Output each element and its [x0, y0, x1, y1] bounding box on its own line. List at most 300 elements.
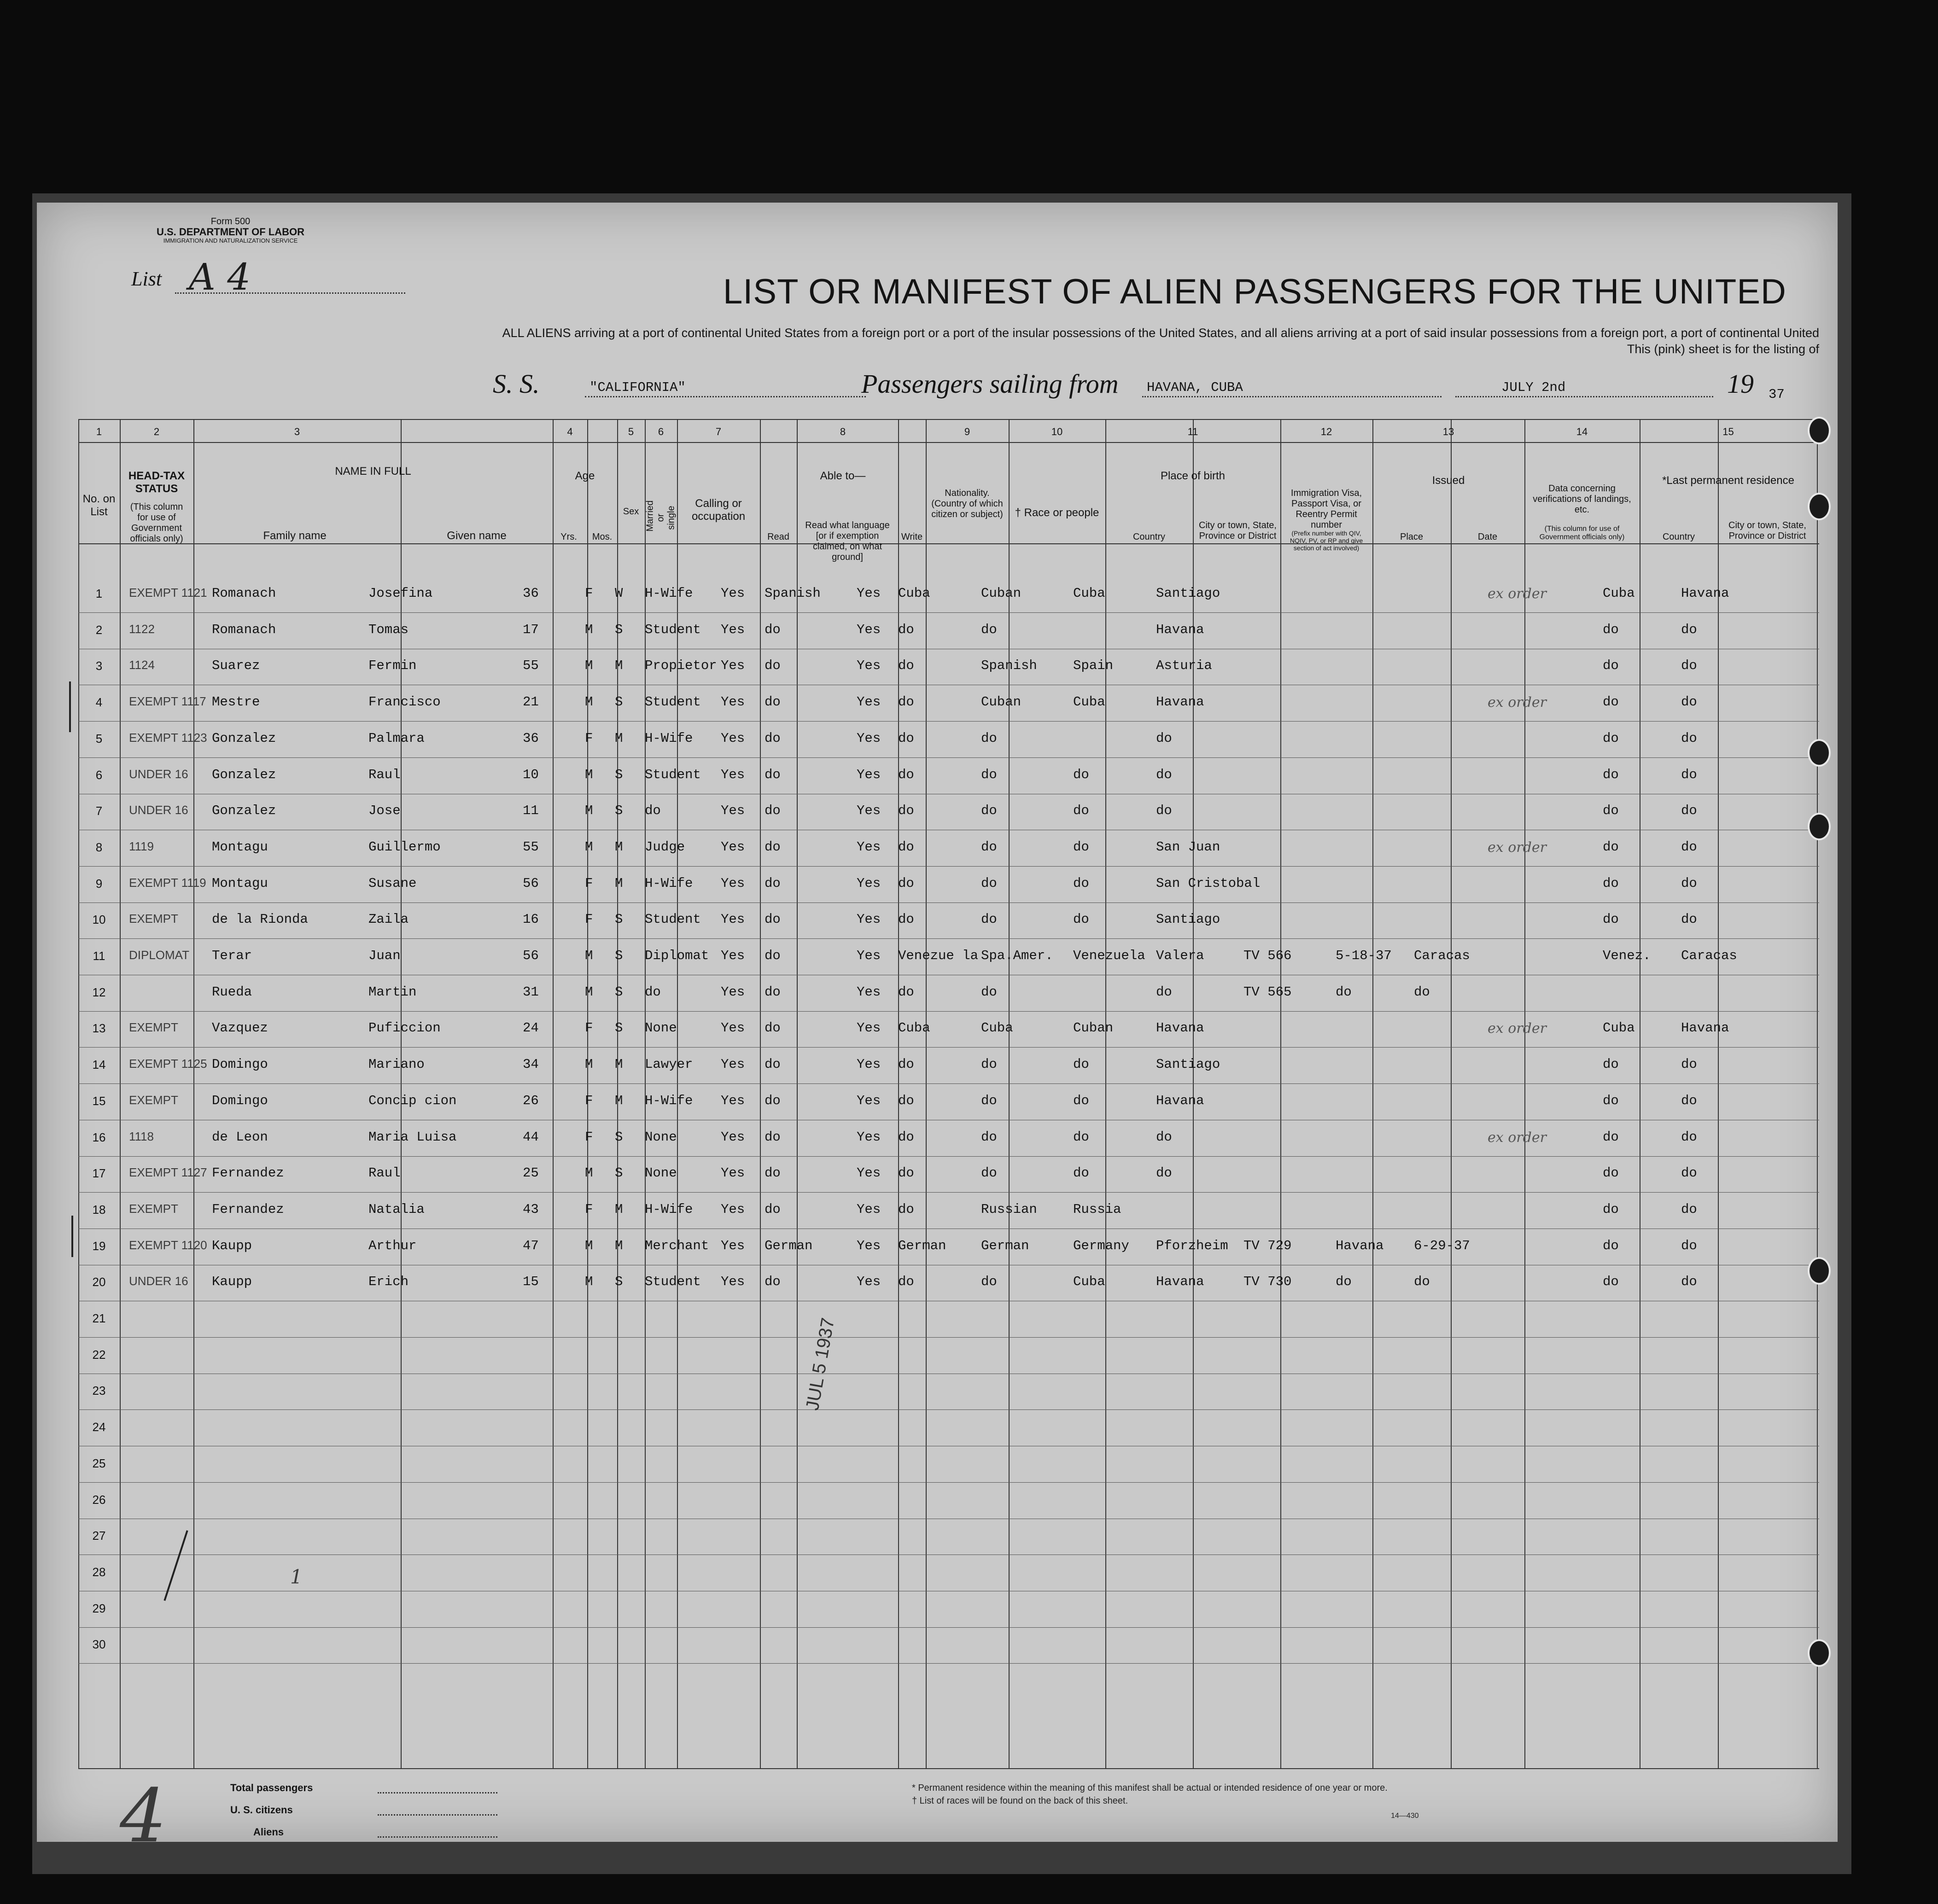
cell-family: Kaupp [212, 1274, 252, 1290]
row-rule [78, 938, 1819, 939]
cell-occ: None [645, 1020, 677, 1036]
header-family-name: Family name [263, 530, 327, 542]
cell-given: Arthur [368, 1238, 417, 1253]
cell-ms: S [615, 1129, 623, 1145]
col-num-4: 4 [567, 426, 573, 437]
ship-name: "CALIFORNIA" [590, 380, 686, 395]
cell-tax: DIPLOMAT [129, 948, 189, 962]
cell-age: 15 [523, 1274, 539, 1290]
cell-nat: do [898, 803, 914, 819]
cell-bcountry: do [1073, 1093, 1089, 1108]
header-issued-date: Date [1477, 532, 1498, 542]
port-underline [1142, 396, 1442, 397]
cell-read: Yes [721, 912, 745, 927]
cell-bcity: Santiago [1156, 586, 1220, 601]
cell-rcity: do [1681, 658, 1697, 674]
cell-age: 47 [523, 1238, 539, 1253]
cell-rcity: do [1681, 1238, 1697, 1253]
cell-tax: EXEMPT 1121 [129, 586, 207, 600]
cell-read: Yes [721, 658, 745, 674]
cell-lang: German [765, 1238, 813, 1253]
col-num-8: 8 [840, 426, 846, 437]
col-num-9: 9 [964, 426, 970, 437]
row-number: 7 [95, 804, 103, 818]
cell-family: Suarez [212, 658, 260, 674]
cell-sex: M [585, 767, 593, 782]
cell-write: Yes [857, 1201, 881, 1217]
row-rule [78, 1156, 1819, 1157]
cell-race: do [981, 1274, 997, 1290]
col-num-15: 15 [1722, 426, 1734, 437]
row-rule [78, 612, 1819, 613]
cell-rcountry: do [1603, 1093, 1619, 1108]
cell-verif: ex order [1488, 586, 1547, 602]
row-number: 21 [92, 1311, 106, 1325]
cell-bcity: Havana [1156, 1274, 1204, 1290]
row-rule [78, 1663, 1819, 1664]
col-num-6: 6 [658, 426, 664, 437]
header-visa-note: (Prefix number with QIV, NQIV, PV, or RP and give section of act involved) [1290, 530, 1363, 552]
cell-sex: M [585, 803, 593, 819]
cell-write: Yes [857, 875, 881, 891]
cell-tax: UNDER 16 [129, 767, 188, 781]
cell-age: 56 [523, 948, 539, 963]
cell-ms: M [615, 1238, 623, 1253]
header-mos: Mos. [592, 532, 613, 542]
footer-us-citizens: U. S. citizens [230, 1804, 293, 1816]
cell-given: Josefina [368, 586, 433, 601]
cell-lang: do [765, 1129, 781, 1145]
cell-family: Rueda [212, 984, 252, 1000]
cell-occ: do [645, 803, 661, 819]
cell-bcountry: Russia [1073, 1201, 1121, 1217]
col-num-5: 5 [628, 426, 634, 437]
row-rule [78, 1482, 1819, 1483]
cell-age: 26 [523, 1093, 539, 1108]
cell-family: Mestre [212, 694, 260, 710]
cell-family: Domingo [212, 1057, 268, 1072]
cell-family: Romanach [212, 622, 276, 637]
cell-ms: S [615, 1165, 623, 1181]
total-passengers-line [378, 1792, 497, 1793]
row-number: 28 [92, 1565, 106, 1579]
row-number: 19 [92, 1239, 106, 1253]
ss-label: S. S. [493, 369, 540, 399]
cell-ms: S [615, 912, 623, 927]
cell-age: 31 [523, 984, 539, 1000]
cell-bcountry: do [1073, 803, 1089, 819]
cell-bcountry: do [1073, 839, 1089, 855]
cell-ms: M [615, 658, 623, 674]
margin-pen-mark-2 [71, 1216, 73, 1257]
cell-write: Yes [857, 1093, 881, 1108]
header-read: Read [767, 532, 789, 542]
cell-age: 16 [523, 912, 539, 927]
cell-tax: 1122 [129, 622, 155, 636]
cell-race: German [981, 1238, 1029, 1253]
row-number: 10 [92, 913, 106, 927]
cell-occ: do [645, 984, 661, 1000]
cell-rcountry: do [1603, 694, 1619, 710]
margin-pen-mark [69, 681, 71, 732]
cell-rcity: do [1681, 1129, 1697, 1145]
binder-hole [1808, 493, 1831, 520]
cell-occ: None [645, 1129, 677, 1145]
cell-sex: F [585, 1093, 593, 1108]
handwritten-total: 4 [120, 1773, 167, 1859]
cell-family: de Leon [212, 1129, 268, 1145]
cell-given: Mariano [368, 1057, 425, 1072]
sailing-date: JULY 2nd [1501, 380, 1566, 395]
cell-write: Yes [857, 1274, 881, 1290]
cell-bcity: do [1156, 803, 1172, 819]
cell-sex: F [585, 1201, 593, 1217]
cell-write: Yes [857, 984, 881, 1000]
cell-family: Gonzalez [212, 767, 276, 782]
header-visa: Immigration Visa, Passport Visa, or Reentry Permit number [1290, 488, 1362, 530]
cell-rcity: do [1681, 622, 1697, 637]
cell-bcountry: Cuba [1073, 694, 1105, 710]
cell-ms: M [615, 839, 623, 855]
cell-occ: Lawyer [645, 1057, 693, 1072]
cell-write: Yes [857, 948, 881, 963]
service-name: IMMIGRATION AND NATURALIZATION SERVICE [163, 237, 298, 245]
cell-bcountry: do [1073, 1165, 1089, 1181]
cell-read: Yes [721, 1129, 745, 1145]
cell-lang: do [765, 658, 781, 674]
cell-write: Yes [857, 1165, 881, 1181]
cell-given: Susane [368, 875, 417, 891]
cell-sex: M [585, 658, 593, 674]
cell-nat: do [898, 984, 914, 1000]
cell-race: do [981, 912, 997, 927]
cell-age: 17 [523, 622, 539, 637]
cell-bcountry: do [1073, 767, 1089, 782]
cell-family: Domingo [212, 1093, 268, 1108]
cell-family: Gonzalez [212, 730, 276, 746]
cell-ms: S [615, 767, 623, 782]
cell-read: Yes [721, 730, 745, 746]
header-res-country: Country [1662, 532, 1695, 542]
cell-rcity: Havana [1681, 1020, 1729, 1036]
cell-lang: do [765, 767, 781, 782]
header-name-in-full: NAME IN FULL [335, 465, 411, 477]
cell-lang: do [765, 1201, 781, 1217]
cell-occ: Judge [645, 839, 685, 855]
cell-bcountry: Spain [1073, 658, 1114, 674]
cell-sex: F [585, 730, 593, 746]
row-number: 6 [95, 768, 103, 782]
footer-total-passengers: Total passengers [230, 1782, 313, 1793]
col-num-10: 10 [1051, 426, 1063, 437]
row-number: 23 [92, 1384, 106, 1398]
form-number: Form 500 [210, 216, 251, 227]
cell-age: 21 [523, 694, 539, 710]
cell-bcity: Havana [1156, 694, 1204, 710]
binder-hole [1808, 1257, 1831, 1285]
cell-sex: M [585, 984, 593, 1000]
header-sex: Sex [623, 507, 639, 517]
cell-write: Yes [857, 1057, 881, 1072]
header-able-to: Able to— [820, 470, 866, 482]
cell-given: Juan [368, 948, 401, 963]
cell-read: Yes [721, 622, 745, 637]
cell-occ: Merchant [645, 1238, 709, 1253]
cell-sex: F [585, 875, 593, 891]
cell-given: Erich [368, 1274, 409, 1290]
header-age: Age [575, 470, 595, 482]
cell-rcity: do [1681, 694, 1697, 710]
list-label: List [131, 268, 162, 290]
cell-rcountry: do [1603, 658, 1619, 674]
cell-nat: do [898, 1057, 914, 1072]
cell-occ: Student [645, 767, 701, 782]
cell-occ: H-Wife [645, 730, 693, 746]
cell-write: Yes [857, 658, 881, 674]
cell-given: Natalia [368, 1201, 425, 1217]
row-rule [78, 757, 1819, 758]
cell-given: Fermin [368, 658, 417, 674]
cell-bcountry: do [1073, 1129, 1089, 1145]
cell-lang: do [765, 803, 781, 819]
cell-tax: UNDER 16 [129, 1274, 188, 1288]
cell-visa: TV 730 [1243, 1274, 1292, 1290]
cell-lang: do [765, 1274, 781, 1290]
cell-tax: EXEMPT 1127 [129, 1165, 207, 1180]
cell-given: Maria Luisa [368, 1129, 457, 1145]
header-last-residence: *Last permanent residence [1662, 474, 1794, 487]
cell-read: Yes [721, 948, 745, 963]
cell-ms: S [615, 694, 623, 710]
cell-age: 55 [523, 658, 539, 674]
cell-bcity: Asturia [1156, 658, 1212, 674]
cell-bcountry: Cuba [1073, 586, 1105, 601]
cell-given: Puficcion [368, 1020, 441, 1036]
cell-tax: EXEMPT [129, 1201, 178, 1216]
cell-sex: M [585, 694, 593, 710]
row-number: 30 [92, 1637, 106, 1652]
date-underline [1455, 396, 1713, 397]
binder-hole [1808, 417, 1831, 444]
cell-nat: do [898, 1201, 914, 1217]
cell-verif: ex order [1488, 1020, 1547, 1037]
cell-race: do [981, 622, 997, 637]
cell-sex: F [585, 912, 593, 927]
cell-rcity: do [1681, 803, 1697, 819]
cell-read: Yes [721, 1201, 745, 1217]
cell-rcountry: Cuba [1603, 1020, 1635, 1036]
cell-family: Montagu [212, 839, 268, 855]
row-number: 20 [92, 1275, 106, 1289]
cell-sex: M [585, 1274, 593, 1290]
cell-write: Yes [857, 803, 881, 819]
cell-race: do [981, 875, 997, 891]
cell-rcity: do [1681, 912, 1697, 927]
cell-race: do [981, 839, 997, 855]
header-head-tax-note: (This column for use of Government officials only) [130, 502, 183, 544]
cell-rcountry: Cuba [1603, 586, 1635, 601]
cell-idate: 6-29-37 [1414, 1238, 1470, 1253]
cell-idate: do [1414, 1274, 1430, 1290]
cell-sex: F [585, 586, 593, 601]
row-number: 1 [95, 587, 103, 600]
cell-rcity: do [1681, 875, 1697, 891]
cell-ms: S [615, 948, 623, 963]
cell-given: Francisco [368, 694, 441, 710]
cell-verif: ex order [1488, 1129, 1547, 1146]
cell-nat: do [898, 767, 914, 782]
cell-rcity: do [1681, 1093, 1697, 1108]
col-num-3: 3 [294, 426, 300, 437]
cell-ms: M [615, 1093, 623, 1108]
cell-ms: S [615, 1274, 623, 1290]
cell-rcity: do [1681, 1274, 1697, 1290]
manifest-grid [78, 419, 1819, 1768]
cell-race: do [981, 1129, 997, 1145]
cell-bcity: Havana [1156, 622, 1204, 637]
cell-bcity: Havana [1156, 1093, 1204, 1108]
row-rule [78, 1011, 1819, 1012]
row-number: 29 [92, 1601, 106, 1615]
cell-read: Yes [721, 1093, 745, 1108]
row-rule [78, 1083, 1819, 1084]
cell-read: Yes [721, 1274, 745, 1290]
cell-iplace: Havana [1336, 1238, 1384, 1253]
col-num-12: 12 [1320, 426, 1332, 437]
cell-read: Yes [721, 586, 745, 601]
cell-given: Raul [368, 1165, 401, 1181]
footnote-residence: * Permanent residence within the meaning of this manifest shall be actual or intended residence of one year or more. [912, 1783, 1388, 1793]
row-number: 11 [93, 949, 105, 963]
col-num-2: 2 [153, 426, 160, 437]
cell-nat: Cuba [898, 1020, 930, 1036]
cell-tax: 1118 [129, 1129, 154, 1143]
cell-age: 11 [523, 803, 539, 819]
cell-family: Gonzalez [212, 803, 276, 819]
cell-occ: None [645, 1165, 677, 1181]
cell-sex: M [585, 1165, 593, 1181]
cell-write: Yes [857, 767, 881, 782]
header-verifications-note: (This column for use of Government officials only) [1539, 525, 1625, 542]
binder-hole [1808, 739, 1831, 767]
row-rule [78, 1047, 1819, 1048]
cell-nat: Cuba [898, 586, 930, 601]
cell-race: Russian [981, 1201, 1037, 1217]
cell-verif: ex order [1488, 694, 1547, 711]
cell-given: Guillermo [368, 839, 441, 855]
cell-write: Yes [857, 1020, 881, 1036]
cell-rcountry: do [1603, 875, 1619, 891]
cell-family: Vazquez [212, 1020, 268, 1036]
header-nationality: Nationality. (Country of which citizen or subject) [931, 488, 1003, 519]
cell-rcity: do [1681, 730, 1697, 746]
cell-tax: EXEMPT [129, 1093, 178, 1107]
cell-tax: UNDER 16 [129, 803, 188, 817]
header-no-on-list: No. on List [82, 493, 116, 518]
cell-sex: M [585, 948, 593, 963]
cell-lang: do [765, 875, 781, 891]
aliens-line [378, 1836, 497, 1838]
cell-given: Martin [368, 984, 417, 1000]
cell-write: Yes [857, 839, 881, 855]
row-number: 4 [95, 695, 103, 710]
cell-race: Cuban [981, 586, 1022, 601]
cell-rcity: do [1681, 1057, 1697, 1072]
cell-nat: do [898, 658, 914, 674]
cell-age: 24 [523, 1020, 539, 1036]
cell-family: Montagu [212, 875, 268, 891]
subtitle-instructions: ALL ALIENS arriving at a port of continental United States from a foreign port or a port of the insular possessions of the United States, and all aliens arriving at a port of said insular possessions from a foreign port, a port of continental United [502, 326, 1819, 340]
row-rule [78, 721, 1819, 722]
cell-occ: Student [645, 622, 701, 637]
cell-tax: EXEMPT [129, 1020, 178, 1035]
cell-race: do [981, 1165, 997, 1181]
cell-ms: W [615, 586, 623, 601]
cell-visa: TV 566 [1243, 948, 1292, 963]
cell-tax: EXEMPT [129, 912, 178, 926]
cell-rcity: Havana [1681, 586, 1729, 601]
cell-idate: do [1414, 984, 1430, 1000]
cell-write: Yes [857, 694, 881, 710]
row-number: 14 [92, 1058, 106, 1072]
cell-lang: do [765, 622, 781, 637]
cell-race: Cuba [981, 1020, 1013, 1036]
cell-age: 10 [523, 767, 539, 782]
ship-underline [585, 396, 866, 397]
cell-lang: do [765, 1057, 781, 1072]
row-rule [78, 866, 1819, 867]
cell-family: de la Rionda [212, 912, 308, 927]
page-title: LIST OR MANIFEST OF ALIEN PASSENGERS FOR THE UNITED [723, 272, 1786, 311]
cell-occ: H-Wife [645, 586, 693, 601]
cell-given: Palmara [368, 730, 425, 746]
cell-read: Yes [721, 875, 745, 891]
cell-race: Spa.Amer. [981, 948, 1053, 963]
cell-rcountry: do [1603, 912, 1619, 927]
cell-read: Yes [721, 1057, 745, 1072]
cell-rcity: Caracas [1681, 948, 1737, 963]
cell-tax: EXEMPT 1120 [129, 1238, 207, 1252]
cell-nat: do [898, 1093, 914, 1108]
cell-rcountry: do [1603, 1238, 1619, 1253]
cell-nat: do [898, 875, 914, 891]
cell-ms: M [615, 730, 623, 746]
row-number: 27 [92, 1529, 106, 1543]
row-rule [78, 1337, 1819, 1338]
year-prefix: 19 [1727, 369, 1754, 399]
cell-bcity: Havana [1156, 1020, 1204, 1036]
cell-bcountry: Cuba [1073, 1274, 1105, 1290]
cell-lang: Spanish [765, 586, 821, 601]
cell-family: Terar [212, 948, 252, 963]
cell-ms: M [615, 875, 623, 891]
cell-read: Yes [721, 694, 745, 710]
row-number: 13 [92, 1021, 106, 1036]
cell-sex: M [585, 622, 593, 637]
cell-given: Zaila [368, 912, 409, 927]
header-issued-place: Place [1400, 532, 1424, 542]
row-number: 22 [92, 1347, 106, 1362]
cell-race: Cuban [981, 694, 1022, 710]
cell-rcountry: do [1603, 767, 1619, 782]
row-number: 9 [95, 876, 103, 891]
year-suffix: 37 [1769, 387, 1785, 402]
cell-bcity: do [1156, 730, 1172, 746]
cell-rcountry: do [1603, 839, 1619, 855]
cell-ms: S [615, 984, 623, 1000]
department-name: U.S. DEPARTMENT OF LABOR [157, 226, 305, 238]
cell-read: Yes [721, 839, 745, 855]
